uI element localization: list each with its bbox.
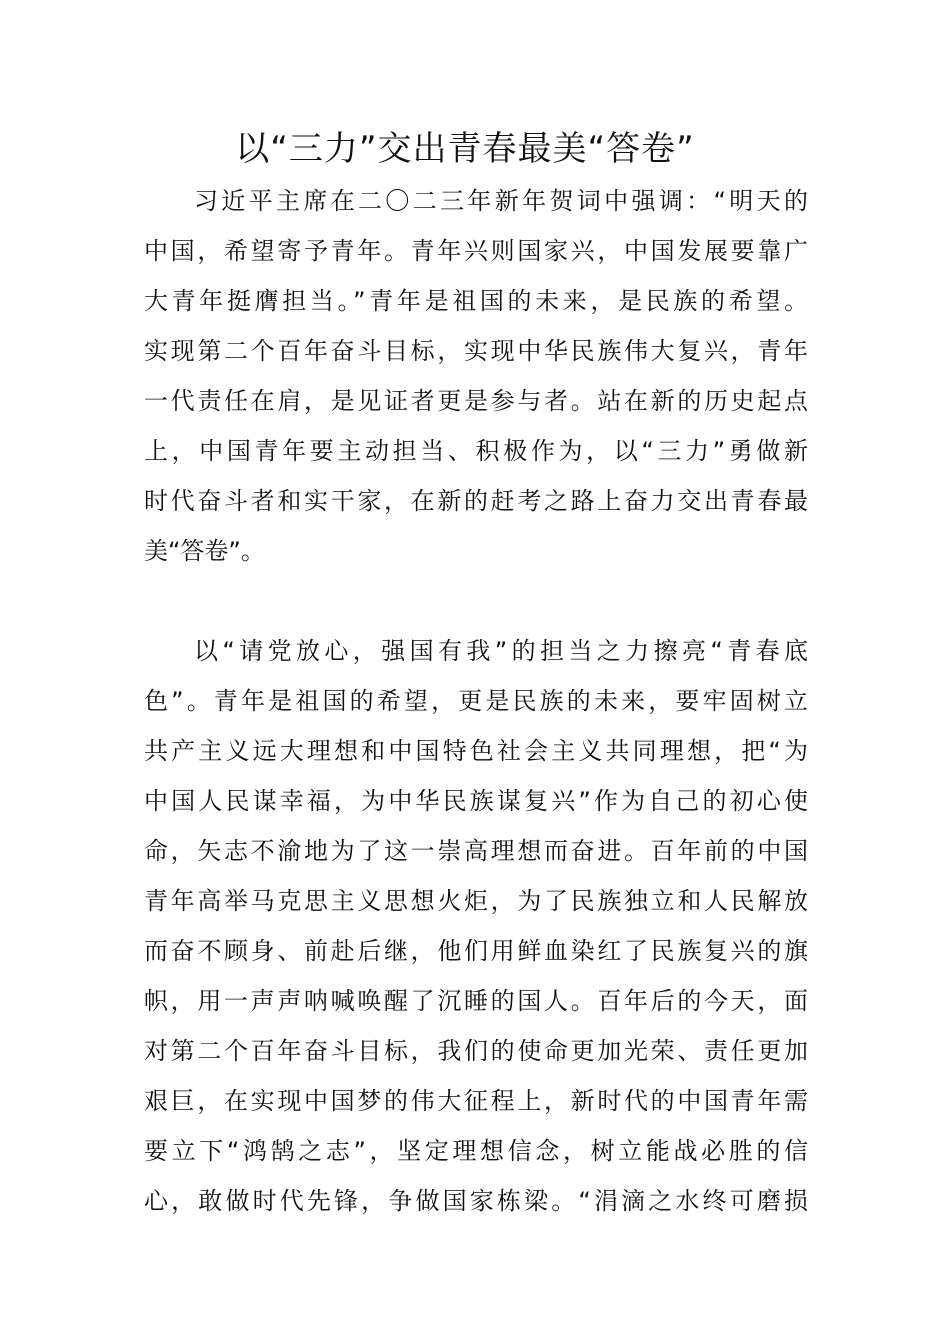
paragraph-line: 帜，用一声声呐喊唤醒了沉睡的国人。百年后的今天，面 [144,987,808,1015]
paragraph-line: 命，矢志不渝地为了这一崇高理想而奋进。百年前的中国 [144,837,808,865]
paragraph-line: 一代责任在肩，是见证者更是参与者。站在新的历史起点 [144,387,808,415]
paragraph-line: 习近平主席在二〇二三年新年贺词中强调：“明天的 [194,187,808,215]
paragraph-line: 以“请党放心，强国有我”的担当之力擦亮“青春底 [194,637,808,665]
paragraph-line: 而奋不顾身、前赴后继，他们用鲜血染红了民族复兴的旗 [144,937,808,965]
paragraph-line: 艰巨，在实现中国梦的伟大征程上，新时代的中国青年需 [144,1087,808,1115]
paragraph-line: 对第二个百年奋斗目标，我们的使命更加光荣、责任更加 [144,1037,808,1065]
paragraph-2 [144,626,808,1226]
paragraph-line: 色”。青年是祖国的希望，更是民族的未来，要牢固树立 [144,687,808,715]
paragraph-line: 青年高举马克思主义思想火炬，为了民族独立和人民解放 [144,887,808,915]
paragraph-line: 大青年挺膺担当。”青年是祖国的未来，是民族的希望。 [144,287,808,315]
document-title: 以“三力”交出青春最美“答卷” [235,129,695,169]
paragraph-line: 上，中国青年要主动担当、积极作为，以“三力”勇做新 [144,437,808,465]
paragraph-line: 中国，希望寄予青年。青年兴则国家兴，中国发展要靠广 [144,237,808,265]
paragraph-line: 要立下“鸿鹄之志”，坚定理想信念，树立能战必胜的信 [144,1137,808,1165]
paragraph-1 [144,176,808,576]
paragraph-line: 心，敢做时代先锋，争做国家栋梁。“涓滴之水终可磨损 [144,1187,808,1215]
paragraph-line: 中国人民谋幸福，为中华民族谋复兴”作为自己的初心使 [144,787,808,815]
paragraph-line: 共产主义远大理想和中国特色社会主义共同理想，把“为 [144,737,808,765]
paragraph-line: 时代奋斗者和实干家，在新的赶考之路上奋力交出青春最 [144,487,808,515]
paragraph-line: 实现第二个百年奋斗目标，实现中华民族伟大复兴，青年 [144,337,808,365]
paragraph-line: 美“答卷”。 [144,537,265,565]
